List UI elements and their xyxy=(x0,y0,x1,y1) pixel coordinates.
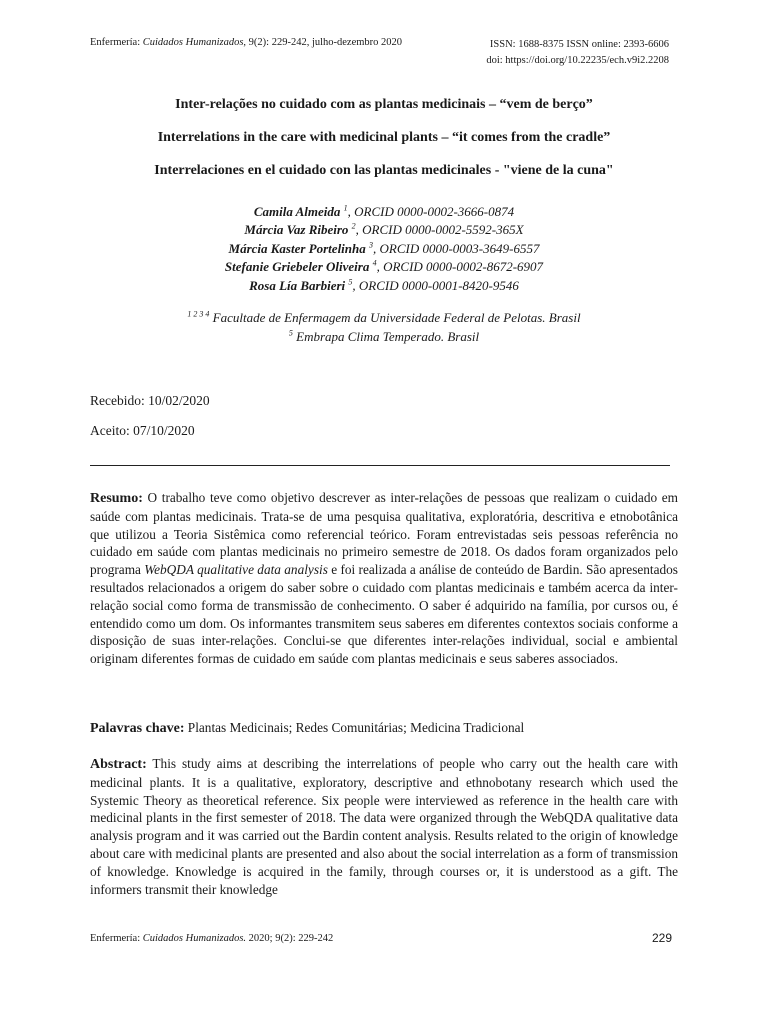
resumo-paragraph: Resumo: O trabalho teve como objetivo descrever as inter-relações de pessoas que realizam o cuidado em saúde com plantas medicinais. Trata-se de uma pesquisa qualitativa, exploratória, descritiva e etnobotânica que utilizou a Teoria Sistêmica como referencial teórico. Foram entrevistadas seis pessoas referência no cuidado em saúde com plantas medicinais no primeiro semestre de 2018. Os dados foram organizados pelo programa WebQDA qualitative data analysis e foi realizada a análise de conteúdo de Bardin. São apresentados resultados relacionados a origem do saber sobre o cuidado com plantas medicinais e também acerca da inter-relação social como forma de transmissão de conhecimento. O saber é adquirido na família, por cursos ou, é entendido como um dom. Os informantes transmitem seus saberes em diferentes contextos sociais conforme a disposição de suas inter-relações. Conclui-se que diferentes inter-relações individual, social e ambiental originam diferentes formas de cuidado em saúde com plantas medicinais e seus saberes associados. xyxy=(90,490,678,667)
resumo-label: Resumo: xyxy=(90,491,143,506)
affiliation-entry: $^{1 2 3 4}$ Facultade de Enfermagem da Universidade Federal de Pelotas. Brasil xyxy=(187,309,581,325)
section-divider xyxy=(90,465,670,466)
author-entry: Camila Almeida $^1$, ORCID 0000-0002-3666-0874 xyxy=(253,203,515,219)
page-number: 229 xyxy=(651,931,672,945)
author-entry: Rosa Lía Barbieri $^5$, ORCID 0000-0001-8420-9546 xyxy=(249,277,519,293)
submission-dates xyxy=(90,393,210,453)
title-portuguese: Inter-relações no cuidado com as plantas medicinais – “vem de berço” xyxy=(175,97,593,112)
running-header-identifiers xyxy=(486,37,669,69)
title-spanish: Interrelaciones en el cuidado con las plantas medicinales - "viene de la cuna" xyxy=(154,163,614,178)
author-entry: Márcia Vaz Ribeiro $^2$, ORCID 0000-0002-5592-365X xyxy=(244,222,524,238)
received-date: Recebido: 10/02/2020 xyxy=(90,393,210,408)
abstract-label: Abstract: xyxy=(90,757,147,772)
issn: ISSN: 1688-8375 ISSN online: 2393-6606 xyxy=(489,39,669,50)
author-list xyxy=(90,203,678,295)
article-titles xyxy=(90,97,678,196)
keywords-label: Palavras chave: xyxy=(90,721,185,736)
affiliations xyxy=(90,309,678,346)
title-english: Interrelations in the care with medicinal plants – “it comes from the cradle” xyxy=(157,130,611,145)
doi-link[interactable]: doi: https://doi.org/10.22235/ech.v9i2.2208 xyxy=(486,55,669,66)
author-entry: Márcia Kaster Portelinha $^3$, ORCID 0000-0003-3649-6557 xyxy=(228,240,540,256)
abstract-paragraph: Abstract: This study aims at describing the interrelations of people who carry out the health care with medicinal plants. It is a qualitative, exploratory, descriptive and ethnobotany research which used the Systemic Theory as theoretical reference. Six people were interviewed as reference in the health care with medicinal plants in the first semester of 2018. The data were organized through the WebQDA qualitative data analysis program and it was carried out the Bardin content analysis. Results related to the origin of knowledge about care with medicinal plants are presented and also about the social interrelation as a form of transmission of knowledge. Knowledge is acquired in the family, through courses or, it is understood as a gift. The informers transmit their knowledge xyxy=(90,756,678,897)
keywords-paragraph: Palavras chave: Plantas Medicinais; Redes Comunitárias; Medicina Tradicional xyxy=(90,720,525,736)
affiliation-entry: $^5$ Embrapa Clima Temperado. Brasil xyxy=(288,328,480,344)
journal-name: Cuidados Humanizados xyxy=(142,37,244,48)
running-header-citation: Enfermería: Cuidados Humanizados, 9(2): 229-242, julho-dezembro 2020 xyxy=(90,37,403,48)
author-entry: Stefanie Griebeler Oliveira $^4$, ORCID 0000-0002-8672-6907 xyxy=(224,258,544,275)
footer-citation: Enfermería: Cuidados Humanizados. 2020; 9(2): 229-242 xyxy=(90,933,334,944)
accepted-date: Aceito: 07/10/2020 xyxy=(90,423,195,438)
